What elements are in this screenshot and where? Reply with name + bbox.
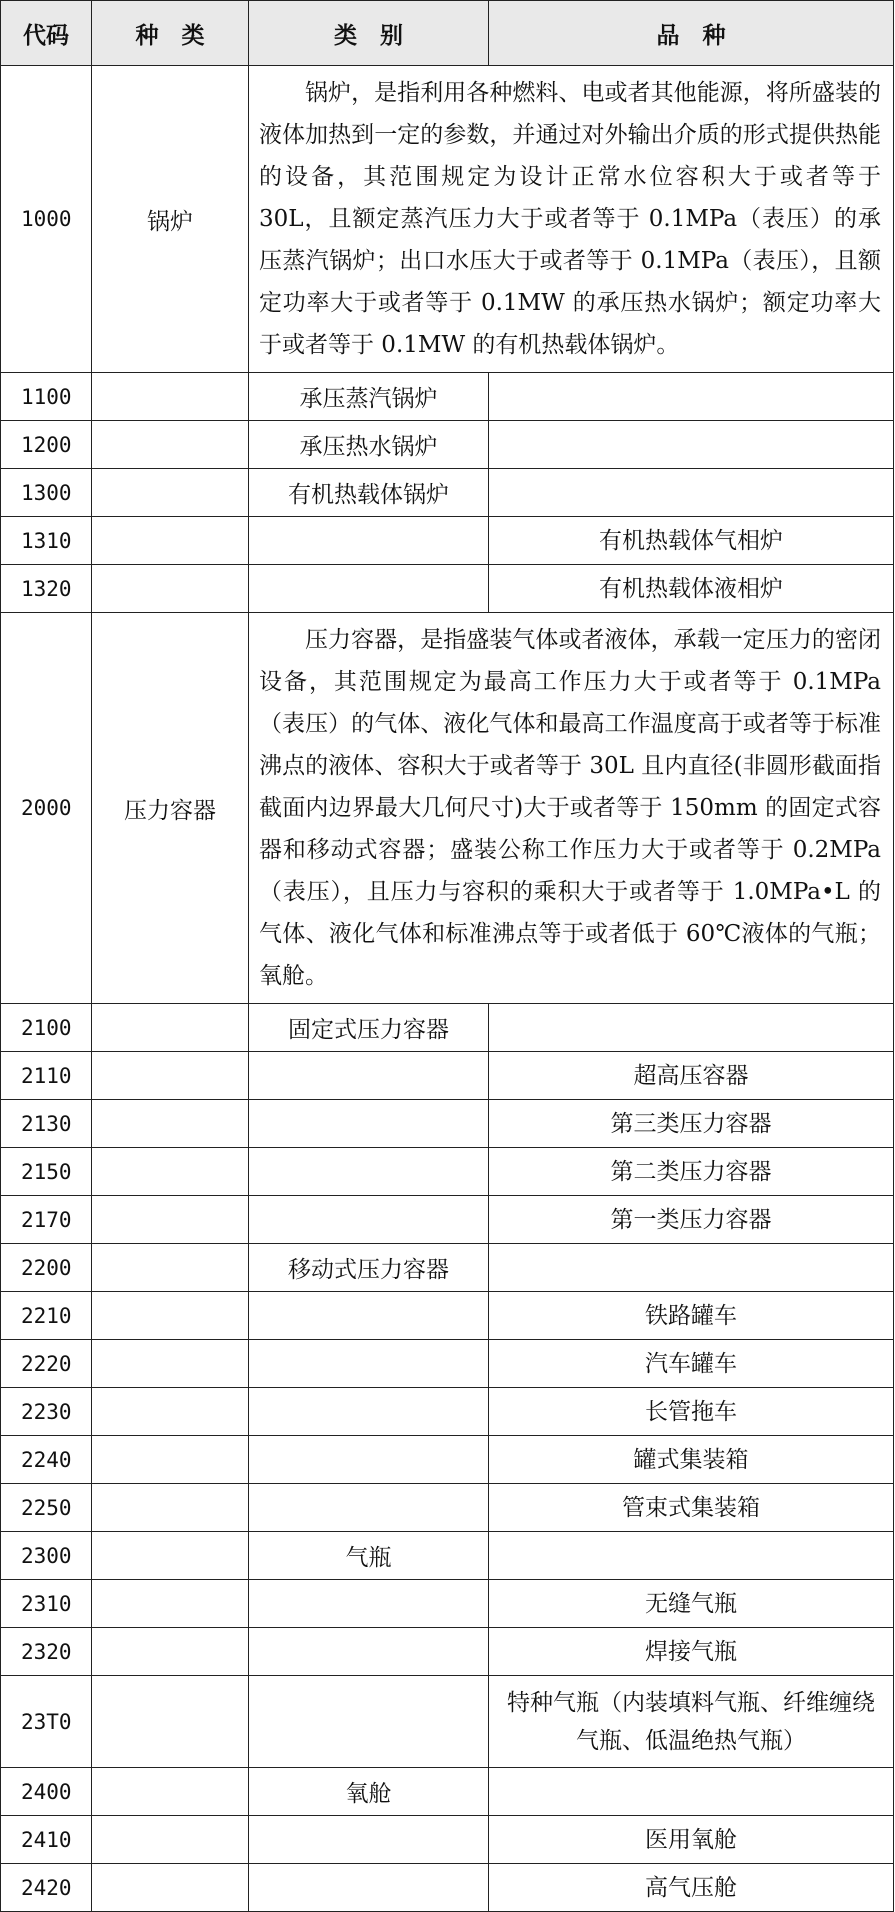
table-row — [1, 1864, 894, 1912]
kind-cell — [92, 373, 249, 421]
kind-cell — [92, 469, 249, 517]
category-cell — [249, 1864, 489, 1912]
variety-cell: 第一类压力容器 — [489, 1196, 894, 1244]
variety-cell: 铁路罐车 — [489, 1292, 894, 1340]
kind-cell — [92, 1768, 249, 1816]
category-cell: 移动式压力容器 — [249, 1244, 489, 1292]
kind-cell — [92, 1004, 249, 1052]
description-text: 压力容器，是指盛装气体或者液体，承载一定压力的密闭设备，其范围规定为最高工作压力大于或者等于 0.1MPa（表压）的气体、液化气体和最高工作温度高于或者等于标准沸点的液体、容积大于或者等于 30L 且内直径(非圆形截面指截面内边界最大几何尺寸)大于或者等于 150mm 的固定式容器和移动式容器；盛装公称工作压力大于或者等于 0.2MPa（表压），且压力与容积的乘积大于或者等于 1.0MPa•L 的气体、液化气体和标准沸点等于或者低于 60℃液体的气瓶；氧舱。 — [259, 627, 881, 989]
table-row — [1, 1340, 894, 1388]
category-cell — [249, 1580, 489, 1628]
kind-cell — [92, 1484, 249, 1532]
table-row — [1, 469, 894, 517]
variety-cell — [489, 1532, 894, 1580]
table-row — [1, 1388, 894, 1436]
variety-cell: 焊接气瓶 — [489, 1628, 894, 1676]
category-cell: 承压热水锅炉 — [249, 421, 489, 469]
category-cell: 有机热载体锅炉 — [249, 469, 489, 517]
kind-cell — [92, 1628, 249, 1676]
kind-cell: 锅炉 — [92, 66, 249, 373]
variety-cell: 第三类压力容器 — [489, 1100, 894, 1148]
variety-cell — [489, 1676, 894, 1768]
variety-line: 特种气瓶（内装填料气瓶、纤维缠绕 — [507, 1689, 875, 1716]
kind-cell — [92, 1816, 249, 1864]
header-code: 代码 — [1, 1, 92, 66]
category-cell — [249, 1052, 489, 1100]
variety-cell — [489, 1244, 894, 1292]
table-row — [1, 1816, 894, 1864]
code-cell: 1200 — [1, 421, 92, 469]
kind-cell — [92, 565, 249, 613]
table-row — [1, 1004, 894, 1052]
kind-cell — [92, 517, 249, 565]
kind-cell — [92, 1052, 249, 1100]
variety-cell: 汽车罐车 — [489, 1340, 894, 1388]
table-row — [1, 373, 894, 421]
table-row — [1, 1532, 894, 1580]
variety-cell: 无缝气瓶 — [489, 1580, 894, 1628]
kind-cell — [92, 1388, 249, 1436]
kind-cell — [92, 1244, 249, 1292]
variety-cell: 长管拖车 — [489, 1388, 894, 1436]
code-cell: 2150 — [1, 1148, 92, 1196]
table-row — [1, 1196, 894, 1244]
category-cell — [249, 1816, 489, 1864]
code-cell: 2100 — [1, 1004, 92, 1052]
variety-cell: 管束式集装箱 — [489, 1484, 894, 1532]
kind-cell — [92, 1196, 249, 1244]
code-cell: 2240 — [1, 1436, 92, 1484]
variety-cell — [489, 469, 894, 517]
header-row — [1, 1, 894, 66]
variety-cell: 医用氧舱 — [489, 1816, 894, 1864]
category-cell — [249, 1628, 489, 1676]
code-cell: 2400 — [1, 1768, 92, 1816]
variety-cell: 罐式集装箱 — [489, 1436, 894, 1484]
code-cell: 2110 — [1, 1052, 92, 1100]
variety-cell — [489, 1768, 894, 1816]
kind-cell — [92, 1292, 249, 1340]
code-cell: 1310 — [1, 517, 92, 565]
table-row — [1, 613, 894, 1004]
category-cell — [249, 1676, 489, 1768]
kind-cell — [92, 1148, 249, 1196]
table-row — [1, 1628, 894, 1676]
table-row — [1, 1100, 894, 1148]
code-cell: 2130 — [1, 1100, 92, 1148]
table-row — [1, 1676, 894, 1768]
kind-cell — [92, 1864, 249, 1912]
kind-cell — [92, 421, 249, 469]
description-cell — [249, 613, 894, 1004]
code-cell: 2420 — [1, 1864, 92, 1912]
table-row — [1, 1484, 894, 1532]
code-cell: 23T0 — [1, 1676, 92, 1768]
code-cell: 2200 — [1, 1244, 92, 1292]
category-cell — [249, 1436, 489, 1484]
code-cell: 1100 — [1, 373, 92, 421]
table-row — [1, 1436, 894, 1484]
category-cell — [249, 1196, 489, 1244]
code-cell: 2220 — [1, 1340, 92, 1388]
kind-cell — [92, 1580, 249, 1628]
code-cell: 2210 — [1, 1292, 92, 1340]
variety-cell: 有机热载体气相炉 — [489, 517, 894, 565]
table-row — [1, 517, 894, 565]
description-cell — [249, 66, 894, 373]
description-text: 锅炉，是指利用各种燃料、电或者其他能源，将所盛装的液体加热到一定的参数，并通过对外输出介质的形式提供热能的设备，其范围规定为设计正常水位容积大于或者等于 30L，且额定蒸汽压力大于或者等于 0.1MPa（表压）的承压蒸汽锅炉；出口水压大于或者等于 0.1MPa（表压），且额定功率大于或者等于 0.1MW 的承压热水锅炉；额定功率大于或者等于 0.1MW 的有机热载体锅炉。 — [259, 80, 881, 358]
variety-cell — [489, 1004, 894, 1052]
variety-cell: 第二类压力容器 — [489, 1148, 894, 1196]
variety-cell: 超高压容器 — [489, 1052, 894, 1100]
category-cell — [249, 1100, 489, 1148]
variety-cell: 高气压舱 — [489, 1864, 894, 1912]
code-cell: 2000 — [1, 613, 92, 1004]
kind-cell — [92, 1340, 249, 1388]
table-row — [1, 1148, 894, 1196]
code-cell: 2300 — [1, 1532, 92, 1580]
kind-cell — [92, 1100, 249, 1148]
table-row — [1, 1052, 894, 1100]
code-cell: 2320 — [1, 1628, 92, 1676]
code-cell: 1000 — [1, 66, 92, 373]
category-cell: 气瓶 — [249, 1532, 489, 1580]
variety-line: 气瓶、低温绝热气瓶） — [576, 1727, 806, 1754]
category-cell — [249, 1388, 489, 1436]
kind-cell — [92, 1436, 249, 1484]
code-cell: 2170 — [1, 1196, 92, 1244]
code-cell: 2250 — [1, 1484, 92, 1532]
code-cell: 1320 — [1, 565, 92, 613]
header-category: 类 别 — [249, 1, 489, 66]
kind-cell — [92, 1532, 249, 1580]
code-cell: 1300 — [1, 469, 92, 517]
table-row — [1, 1244, 894, 1292]
category-cell: 固定式压力容器 — [249, 1004, 489, 1052]
table-row — [1, 66, 894, 373]
table-row — [1, 1292, 894, 1340]
category-cell — [249, 1148, 489, 1196]
header-variety: 品 种 — [489, 1, 894, 66]
category-cell — [249, 517, 489, 565]
variety-cell: 有机热载体液相炉 — [489, 565, 894, 613]
kind-cell — [92, 1676, 249, 1768]
header-kind: 种 类 — [92, 1, 249, 66]
table-row — [1, 421, 894, 469]
category-cell — [249, 565, 489, 613]
code-cell: 2310 — [1, 1580, 92, 1628]
table-row — [1, 1580, 894, 1628]
category-cell: 承压蒸汽锅炉 — [249, 373, 489, 421]
code-cell: 2410 — [1, 1816, 92, 1864]
kind-cell: 压力容器 — [92, 613, 249, 1004]
table-row — [1, 1768, 894, 1816]
category-cell: 氧舱 — [249, 1768, 489, 1816]
category-cell — [249, 1340, 489, 1388]
table-row — [1, 565, 894, 613]
variety-cell — [489, 373, 894, 421]
variety-cell — [489, 421, 894, 469]
category-cell — [249, 1484, 489, 1532]
code-cell: 2230 — [1, 1388, 92, 1436]
category-cell — [249, 1292, 489, 1340]
